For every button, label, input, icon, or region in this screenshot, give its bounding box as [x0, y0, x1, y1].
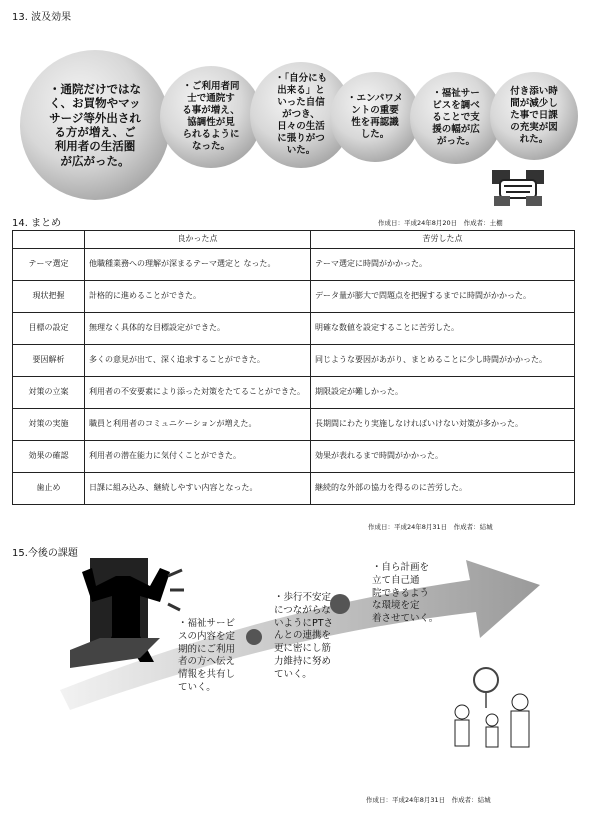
- hard-cell: テーマ選定に時間がかかった。: [311, 249, 575, 281]
- hard-cell: データ量が膨大で問題点を把握するまでに時間がかかった。: [311, 281, 575, 313]
- hard-cell: 継続的な外部の協力を得るのに苦労した。: [311, 473, 575, 505]
- effect-text: ・通院だけではな く、お買物やマッ サージ等外出され る方が増え、ご 利用者の生活圏 が広がった。: [49, 81, 141, 168]
- good-cell: 職員と利用者のコミュニケーションが増えた。: [85, 409, 311, 441]
- future-task: ・歩行不安定 につながらな いようにPTさ んとの連携を 更に密にし筋 力維持に努め ていく。: [274, 592, 334, 680]
- section-15-title: 15.今後の課題: [12, 548, 78, 559]
- table-row: [13, 249, 575, 281]
- effect-text: ・エンパワメ ントの重要 性を再認識 した。: [346, 93, 404, 140]
- effect-bubble: [330, 72, 420, 162]
- step-cell: 対策の立案: [13, 377, 85, 409]
- future-tasks-area: [0, 540, 590, 790]
- table-header-row: [13, 231, 575, 249]
- step-cell: テーマ選定: [13, 249, 85, 281]
- good-cell: 利用者の不安要素により添った対策をたてることができた。: [85, 377, 311, 409]
- summary-table: [12, 230, 575, 505]
- table-header-cell: [13, 231, 85, 249]
- hard-cell: 同じような要因があがり、まとめることに少し時間がかかった。: [311, 345, 575, 377]
- table-row: [13, 345, 575, 377]
- effect-bubble: [410, 72, 502, 164]
- effect-bubble: [20, 50, 170, 200]
- good-cell: 計格的に進めることができた。: [85, 281, 311, 313]
- future-task: ・福祉サービ スの内容を定 期的にご利用 者の方へ伝え 情報を共有し ていく。: [178, 618, 236, 694]
- effect-text: ・福祉サー ビスを調べ ることで支 援の幅が広 がった。: [432, 88, 480, 147]
- hard-cell: 長期間にわたり実施しなければいけない対策が多かった。: [311, 409, 575, 441]
- effects-bubbles: [0, 0, 590, 210]
- table-row: [13, 313, 575, 345]
- effect-text: ・「自分にも 出来る」と いった自信 がつき、 日々の生活 に張りがつ いた。: [274, 73, 328, 156]
- handshake-illustration: [488, 160, 548, 208]
- effect-text: ・ご利用者同 士で通院す る事が増え、 協調性が見 られるように なった。: [182, 81, 240, 152]
- good-cell: 無理なく具体的な目標設定ができた。: [85, 313, 311, 345]
- hard-cell: 明確な数値を設定することに苦労した。: [311, 313, 575, 345]
- step-cell: 効果の確認: [13, 441, 85, 473]
- effect-text: 付き添い時 間が減少し た事で日課 の充実が図 れた。: [510, 86, 558, 145]
- section-14-meta: 作成日：平成24年8月20日 作成者：土棚: [378, 219, 503, 227]
- table-row: [13, 441, 575, 473]
- strong-figure-icon: [70, 558, 170, 668]
- table-row: [13, 281, 575, 313]
- good-cell: 利用者の潜在能力に気付くことができた。: [85, 441, 311, 473]
- section-14-title: 14. まとめ: [12, 218, 62, 229]
- table-header-cell: 苦労した点: [311, 231, 575, 249]
- table-header-cell: 良かった点: [85, 231, 311, 249]
- good-cell: 日課に組み込み、継続しやすい内容となった。: [85, 473, 311, 505]
- family-icon: [455, 668, 529, 747]
- hard-cell: 効果が表れるまで時間がかかった。: [311, 441, 575, 473]
- effect-bubble: [160, 66, 262, 168]
- table-row: [13, 409, 575, 441]
- section-13-title: 13. 波及効果: [12, 12, 72, 23]
- step-cell: 対策の実施: [13, 409, 85, 441]
- effect-bubble: [490, 72, 578, 160]
- good-cell: 他職種業務への理解が深まるテーマ選定と なった。: [85, 249, 311, 281]
- section-15-meta: 作成日：平成24年8月31日 作成者：結城: [366, 796, 491, 804]
- table-row: [13, 377, 575, 409]
- good-cell: 多くの意見が出て、深く追求することができた。: [85, 345, 311, 377]
- step-cell: 歯止め: [13, 473, 85, 505]
- future-task: ・自ら計画を 立て自己通 院できるよう な環境を定 着させていく。: [372, 562, 439, 625]
- step-cell: 現状把握: [13, 281, 85, 313]
- step-cell: 要因解析: [13, 345, 85, 377]
- table-row: [13, 473, 575, 505]
- step-cell: 目標の設定: [13, 313, 85, 345]
- hard-cell: 期限設定が難しかった。: [311, 377, 575, 409]
- section-14-footer-meta: 作成日：平成24年8月31日 作成者：結城: [368, 523, 493, 531]
